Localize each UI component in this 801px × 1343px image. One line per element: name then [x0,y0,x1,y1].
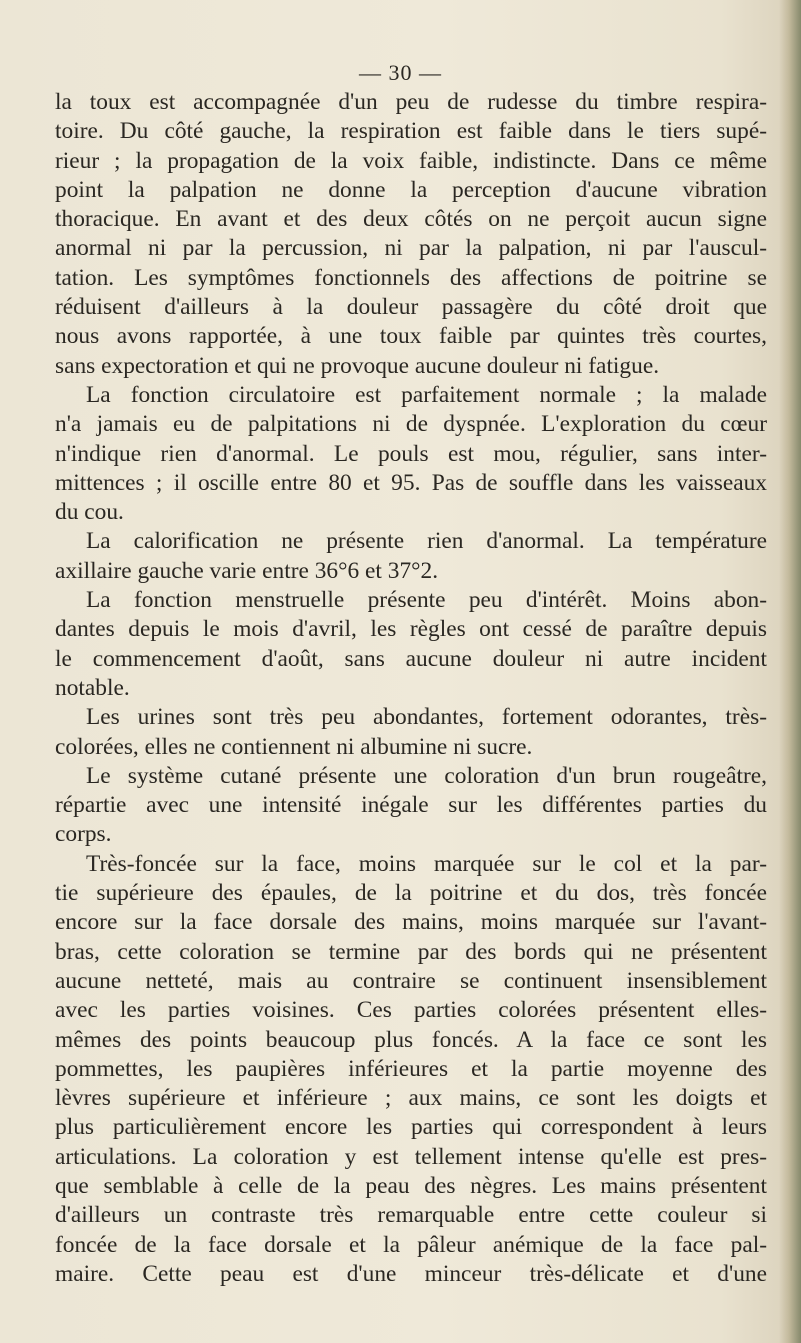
text-line: que semblable à celle de la peau des nègres. Les mains présentent [55,1172,767,1199]
text-line: répartie avec une intensité inégale sur les différentes parties du [55,792,767,819]
text-line: tie supérieure des épaules, de la poitrine et du dos, très foncée [55,880,767,907]
text-line: du cou. [55,499,124,526]
text-line: mêmes des points beaucoup plus foncés. A la face ce sont les [55,1026,767,1053]
page-edge-shadow [779,0,801,1343]
text-line: n'a jamais eu de palpitations ni de dyspnée. L'exploration du cœur [55,411,767,438]
text-line: notable. [55,674,130,701]
text-line: point la palpation ne donne la perception d'aucune vibration [55,176,767,203]
text-line: dantes depuis le mois d'avril, les règles ont cessé de paraître depuis [55,616,767,643]
text-line: pommettes, les paupières inférieures et la partie moyenne des [55,1055,767,1082]
text-line: réduisent d'ailleurs à la douleur passagère du côté droit que [55,294,767,321]
text-line: toire. Du côté gauche, la respiration est faible dans le tiers supé- [55,118,767,145]
text-line: foncée de la face dorsale et la pâleur anémique de la face pal- [55,1231,767,1258]
text-line: le commencement d'août, sans aucune douleur ni autre incident [55,645,767,672]
text-line: d'ailleurs un contraste très remarquable entre cette couleur si [55,1202,767,1229]
text-line: anormal ni par la percussion, ni par la palpation, ni par l'auscul- [55,235,767,262]
page-number: — 30 — [359,60,442,85]
text-line: Très-foncée sur la face, moins marquée sur le col et la par- [86,850,767,877]
text-line: Les urines sont très peu abondantes, fortement odorantes, très- [86,704,767,731]
text-line: avec les parties voisines. Ces parties colorées présentent elles- [55,997,767,1024]
body-text [55,88,767,1289]
text-line: La fonction menstruelle présente peu d'intérêt. Moins abon- [86,587,767,614]
text-line: axillaire gauche varie entre 36°6 et 37°2. [55,557,439,584]
text-line: encore sur la face dorsale des mains, moins marquée sur l'avant- [55,909,767,936]
text-line: la toux est accompagnée d'un peu de rudesse du timbre respira- [55,89,767,115]
text-line: La fonction circulatoire est parfaitement normale ; la malade [86,381,767,408]
text-line: corps. [55,821,112,848]
text-line: sans expectoration et qui ne provoque aucune douleur ni fatigue. [55,352,660,379]
text-line: thoracique. En avant et des deux côtés on ne perçoit aucun signe [55,206,767,233]
text-line: mittences ; il oscille entre 80 et 95. Pas de souffle dans les vaisseaux [55,469,767,496]
text-line: aucune netteté, mais au contraire se continuent insensiblement [55,967,767,994]
text-line: articulations. La coloration y est tellement intense qu'elle est pres- [55,1143,767,1170]
text-line: n'indique rien d'anormal. Le pouls est mou, régulier, sans inter- [55,440,767,467]
text-line: maire. Cette peau est d'une minceur très-délicate et d'une [55,1260,767,1287]
text-line: Le système cutané présente une coloration d'un brun rougeâtre, [86,762,767,789]
text-line: rieur ; la propagation de la voix faible, indistincte. Dans ce même [55,147,767,174]
text-line: lèvres supérieure et inférieure ; aux mains, ce sont les doigts et [55,1085,767,1112]
text-line: nous avons rapportée, à une toux faible par quintes très courtes, [55,323,767,350]
text-line: La calorification ne présente rien d'anormal. La température [86,528,767,555]
text-line: bras, cette coloration se termine par des bords qui ne présentent [55,938,767,965]
text-line: tation. Les symptômes fonctionnels des affections de poitrine se [55,264,767,291]
text-line: colorées, elles ne contiennent ni albumine ni sucre. [55,733,533,760]
text-line: plus particulièrement encore les parties qui correspondent à leurs [55,1114,767,1141]
